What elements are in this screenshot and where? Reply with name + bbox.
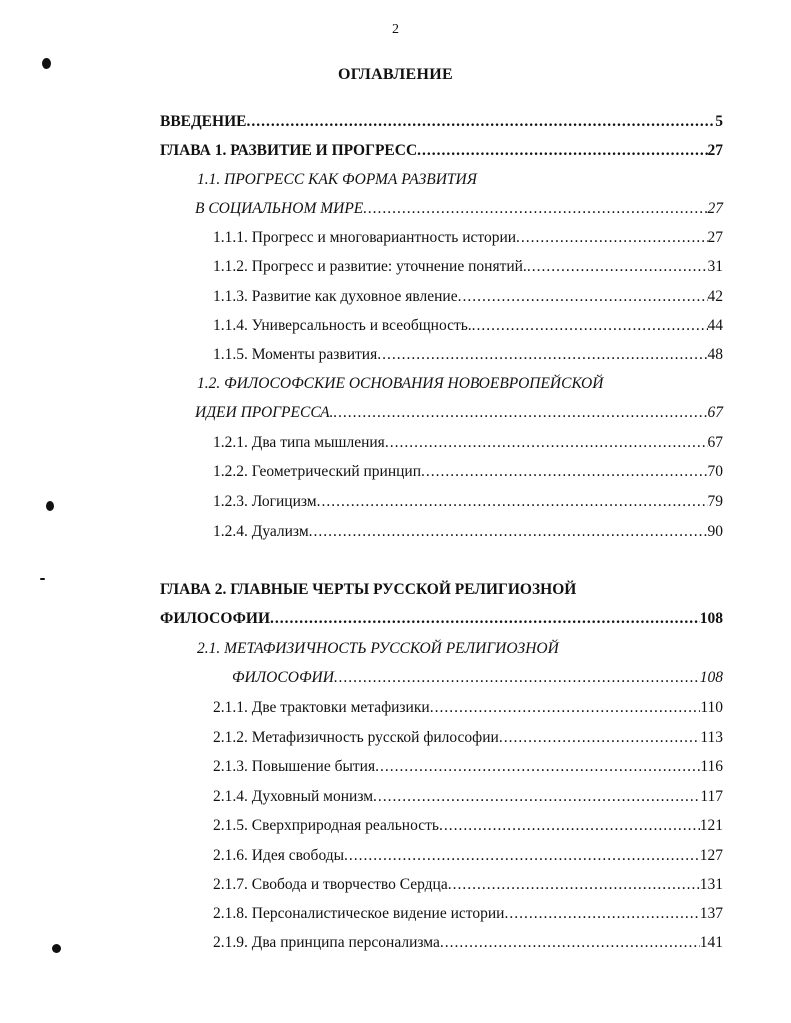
leader-dots <box>375 758 700 776</box>
toc-entry-page: 79 <box>707 493 723 510</box>
toc-entry-label: 2.1.4. Духовный монизм <box>213 788 374 805</box>
leader-dots <box>417 142 707 160</box>
toc-entry-page: 110 <box>700 699 723 716</box>
toc-entry-page: 127 <box>699 847 723 864</box>
toc-entry-page: 67 <box>707 404 723 421</box>
toc-entry-1-1-1 <box>213 229 723 247</box>
toc-entry-2-1-8 <box>213 905 723 923</box>
leader-dots <box>309 523 708 541</box>
toc-entry-1-2-2 <box>213 463 723 481</box>
toc-entry-label: 2.1.3. Повышение бытия <box>213 758 376 775</box>
toc-entry-page: 27 <box>707 142 723 159</box>
toc-entry-page: 90 <box>707 523 723 540</box>
toc-entry-label: ВВЕДЕНИЕ <box>160 113 247 130</box>
toc-entry-2-1-5 <box>213 817 723 835</box>
toc-entry-label: 1.2.1. Два типа мышления <box>213 434 385 451</box>
toc-entry-page: 42 <box>707 288 723 305</box>
toc-entry-page: 113 <box>700 729 723 746</box>
toc-section-2-1-line1: 2.1. МЕТАФИЗИЧНОСТЬ РУССКОЙ РЕЛИГИОЗНОЙ <box>197 640 559 657</box>
toc-entry-page: 121 <box>699 817 723 834</box>
toc-entry-2-1-6 <box>213 847 723 865</box>
toc-entry-1-1-2 <box>213 258 723 276</box>
toc-entry-1-1-3 <box>213 288 723 306</box>
toc-entry-label: 2.1.1. Две трактовки метафизики <box>213 699 430 716</box>
scan-speck <box>42 58 51 69</box>
toc-entry-2-1-4 <box>213 788 723 806</box>
toc-entry-page: 108 <box>699 669 723 686</box>
leader-dots <box>527 258 708 276</box>
leader-dots <box>472 317 708 335</box>
toc-entry-label: В СОЦИАЛЬНОМ МИРЕ <box>195 200 364 217</box>
toc-entry-section-1-1 <box>195 200 723 218</box>
toc-entry-page: 48 <box>707 346 723 363</box>
leader-dots <box>430 699 701 717</box>
toc-entry-label: 1.1.2. Прогресс и развитие: уточнение понятий. <box>213 258 527 275</box>
leader-dots <box>516 229 707 247</box>
toc-entry-label: 2.1.2. Метафизичность русской философии <box>213 729 499 746</box>
toc-entry-2-1-1 <box>213 699 723 717</box>
toc-entry-page: 131 <box>699 876 723 893</box>
toc-entry-label: 1.1.1. Прогресс и многовариантность истории <box>213 229 517 246</box>
leader-dots <box>333 404 707 422</box>
toc-entry-1-2-1 <box>213 434 723 452</box>
toc-entry-label: 1.1.3. Развитие как духовное явление <box>213 288 458 305</box>
toc-entry-section-1-2 <box>195 404 723 422</box>
page-title: ОГЛАВЛЕНИЕ <box>338 66 453 83</box>
page-number: 2 <box>392 22 399 37</box>
leader-dots <box>363 200 707 218</box>
toc-entry-1-2-3 <box>213 493 723 511</box>
toc-entry-label: 1.2.3. Логицизм <box>213 493 317 510</box>
toc-entry-1-1-4 <box>213 317 723 335</box>
leader-dots <box>499 729 700 747</box>
toc-entry-label: 1.1.4. Универсальность и всеобщность. <box>213 317 472 334</box>
toc-entry-label: 2.1.6. Идея свободы <box>213 847 345 864</box>
toc-entry-page: 70 <box>707 463 723 480</box>
scan-speck <box>40 578 45 580</box>
toc-section-1-1-line1: 1.1. ПРОГРЕСС КАК ФОРМА РАЗВИТИЯ <box>197 171 477 188</box>
toc-entry-label: ГЛАВА 1. РАЗВИТИЕ И ПРОГРЕСС <box>160 142 418 159</box>
leader-dots <box>385 434 708 452</box>
leader-dots <box>270 610 700 628</box>
toc-entry-1-1-5 <box>213 346 723 364</box>
leader-dots <box>377 346 707 364</box>
leader-dots <box>373 788 700 806</box>
toc-entry-page: 116 <box>700 758 723 775</box>
leader-dots <box>448 876 700 894</box>
toc-entry-label: ФИЛОСОФИИ <box>160 610 271 627</box>
toc-entry-page: 5 <box>715 113 723 130</box>
toc-chapter-2-line1: ГЛАВА 2. ГЛАВНЫЕ ЧЕРТЫ РУССКОЙ РЕЛИГИОЗНОЙ <box>160 581 577 598</box>
scan-speck <box>52 944 61 953</box>
toc-entry-2-1-2 <box>213 729 723 747</box>
toc-entry-label: 2.1.9. Два принципа персонализма <box>213 934 440 951</box>
toc-entry-page: 117 <box>700 788 723 805</box>
leader-dots <box>317 493 708 511</box>
leader-dots <box>440 934 700 952</box>
toc-entry-label: ИДЕИ ПРОГРЕССА. <box>195 404 334 421</box>
toc-entry-page: 27 <box>707 200 723 217</box>
leader-dots <box>334 669 700 687</box>
toc-entry-page: 67 <box>707 434 723 451</box>
toc-entry-page: 27 <box>707 229 723 246</box>
toc-entry-label: 2.1.7. Свобода и творчество Сердца <box>213 876 448 893</box>
leader-dots <box>439 817 700 835</box>
scan-speck <box>46 501 54 511</box>
toc-entry-page: 31 <box>707 258 723 275</box>
toc-entry-label: 2.1.5. Сверхприродная реальность <box>213 817 439 834</box>
toc-entry-2-1-9 <box>213 934 723 952</box>
toc-entry-page: 137 <box>699 905 723 922</box>
toc-section-1-2-line1: 1.2. ФИЛОСОФСКИЕ ОСНОВАНИЯ НОВОЕВРОПЕЙСКОЙ <box>197 375 604 392</box>
leader-dots <box>504 905 699 923</box>
leader-dots <box>246 113 715 131</box>
leader-dots <box>421 463 707 481</box>
toc-entry-section-2-1 <box>232 669 723 687</box>
toc-entry-2-1-7 <box>213 876 723 894</box>
toc-entry-2-1-3 <box>213 758 723 776</box>
leader-dots <box>458 288 708 306</box>
toc-entry-page: 108 <box>699 610 723 627</box>
toc-entry-label: 2.1.8. Персоналистическое видение истории <box>213 905 505 922</box>
toc-entry-label: 1.2.2. Геометрический принцип <box>213 463 422 480</box>
toc-entry-chapter-1 <box>160 142 723 160</box>
toc-entry-page: 44 <box>707 317 723 334</box>
toc-entry-introduction <box>160 113 723 131</box>
leader-dots <box>344 847 700 865</box>
toc-entry-chapter-2 <box>160 610 723 628</box>
toc-entry-1-2-4 <box>213 523 723 541</box>
toc-entry-page: 141 <box>699 934 723 951</box>
toc-entry-label: 1.2.4. Дуализм <box>213 523 309 540</box>
toc-entry-label: ФИЛОСОФИИ <box>232 669 334 686</box>
toc-entry-label: 1.1.5. Моменты развития <box>213 346 378 363</box>
